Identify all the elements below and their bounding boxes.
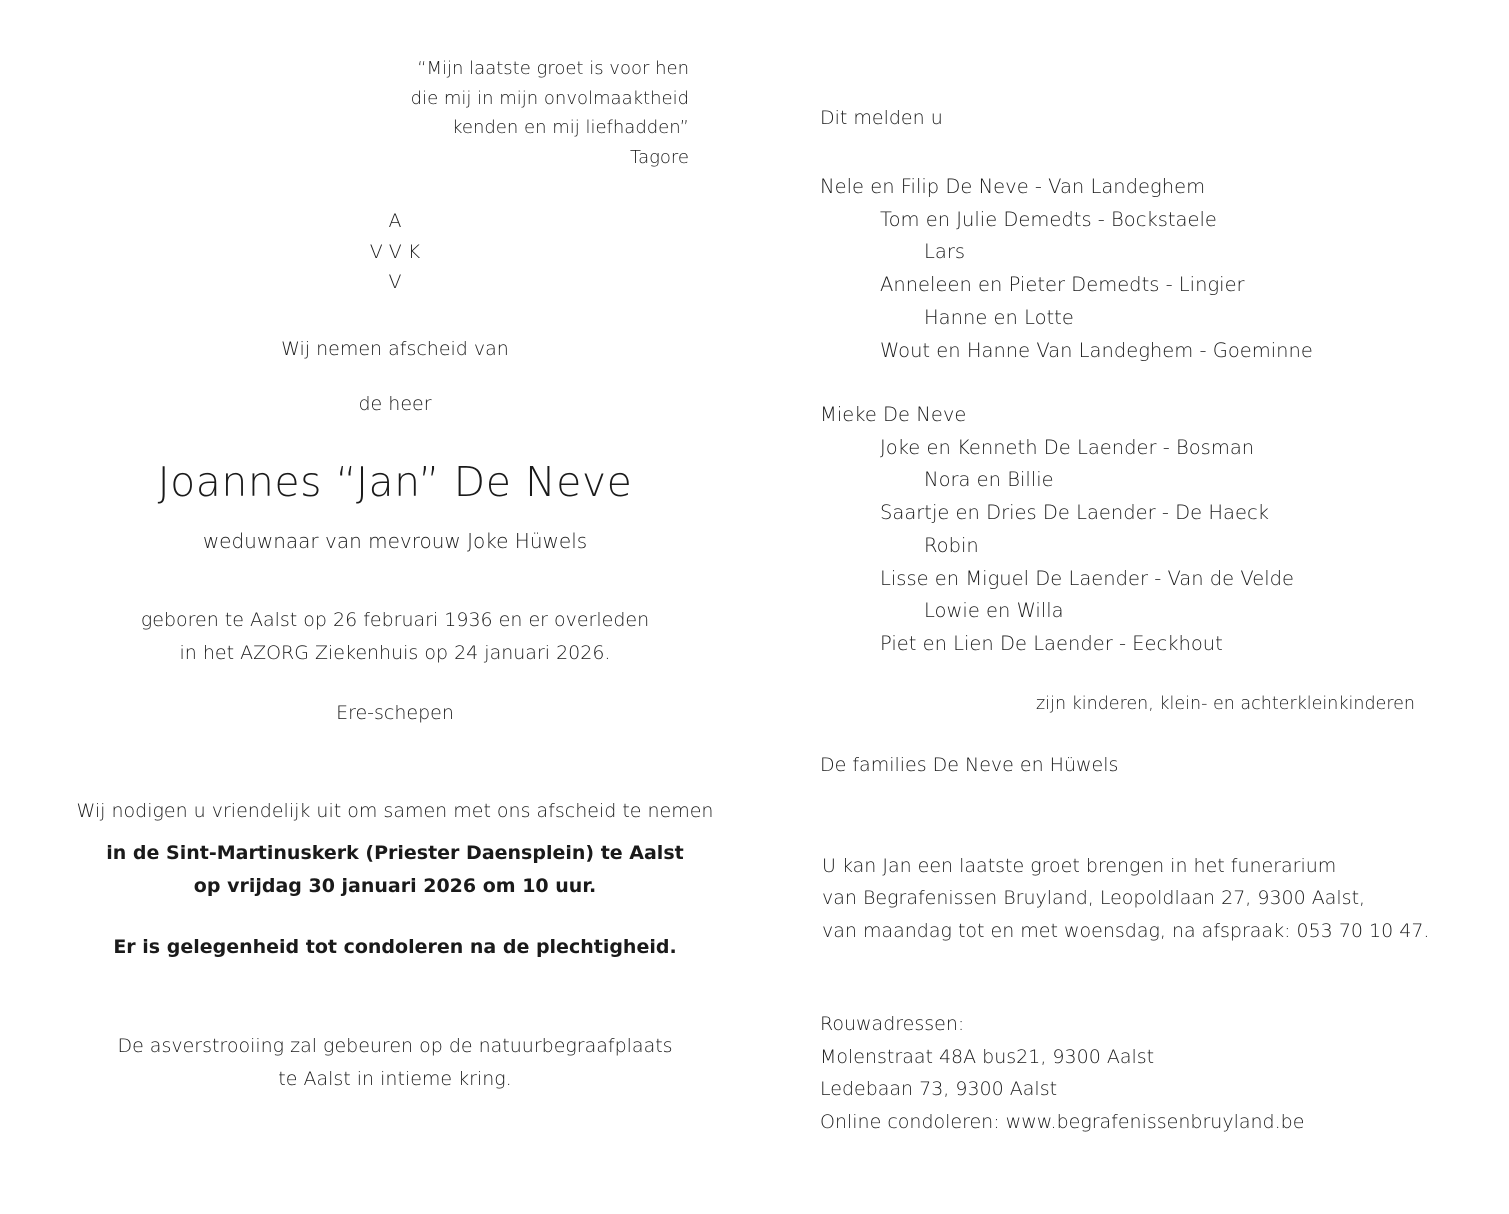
visit-block — [822, 850, 1429, 947]
visit-line: van maandag tot en met woensdag, na afspraak: 053 70 10 47. — [822, 919, 1430, 942]
family-block-1 — [820, 171, 1313, 367]
family-member: Robin — [924, 533, 979, 557]
family-member: Tom en Julie Demedts - Bockstaele — [880, 207, 1217, 231]
ceremony-block — [45, 837, 745, 903]
deceased-name: Joannes “Jan” De Neve — [157, 458, 633, 506]
scattering-line: te Aalst in intieme kring. — [278, 1068, 512, 1090]
death-line: in het AZORG Ziekenhuis op 24 januari 2026. — [179, 641, 611, 664]
online-condolence: Online condoleren: www.begrafenissenbruyland.be — [820, 1110, 1305, 1133]
visit-line: van Begrafenissen Bruyland, Leopoldlaan 27, 9300 Aalst, — [822, 887, 1366, 910]
address-line: Molenstraat 48A bus21, 9300 Aalst — [820, 1045, 1155, 1068]
intro-text: Wij nemen afscheid van — [281, 338, 509, 360]
quote-author: Tagore — [630, 146, 689, 168]
visit-line: U kan Jan een laatste groet brengen in het funerarium — [822, 855, 1337, 877]
ceremony-place: in de Sint-Martinuskerk (Priester Daensplein) te Aalst — [106, 842, 684, 864]
family-member: Lisse en Miguel De Laender - Van de Velde — [880, 566, 1294, 590]
honorific: Ere-schepen — [336, 702, 454, 724]
family-member: Nora en Billie — [924, 468, 1054, 492]
monogram-line: V V K — [369, 240, 421, 263]
addresses-title: Rouwadressen: — [820, 1013, 965, 1035]
family-member: Joke en Kenneth De Laender - Bosman — [880, 435, 1255, 459]
monogram — [295, 206, 495, 298]
family-head: Nele en Filip De Neve - Van Landeghem — [820, 175, 1206, 198]
family-head: Mieke De Neve — [820, 403, 967, 426]
scattering-block — [45, 1030, 745, 1096]
invitation-text: Wij nodigen u vriendelijk uit om samen met ons afscheid te nemen — [76, 800, 714, 822]
quote-line: kenden en mij liefhadden” — [452, 117, 689, 138]
monogram-line: A — [388, 210, 402, 232]
quote-block — [411, 54, 689, 172]
families-text: De families De Neve en Hüwels — [820, 754, 1119, 776]
addresses-block — [820, 1008, 1304, 1138]
family-member: Saartje en Dries De Laender - De Haeck — [880, 501, 1269, 525]
announce-text: Dit melden u — [820, 107, 943, 129]
family-member: Wout en Hanne Van Landeghem - Goeminne — [880, 338, 1313, 362]
quote-line: “Mijn laatste groet is voor hen — [417, 58, 689, 79]
relation-text: zijn kinderen, klein- en achterkleinkinderen — [1036, 694, 1415, 714]
family-block-2 — [820, 399, 1294, 661]
quote-line: die mij in mijn onvolmaaktheid — [410, 87, 689, 109]
condolence-note: Er is gelegenheid tot condoleren na de plechtigheid. — [113, 936, 677, 958]
family-member: Piet en Lien De Laender - Eeckhout — [880, 631, 1223, 655]
spouse-line: weduwnaar van mevrouw Joke Hüwels — [202, 529, 588, 553]
monogram-line: V — [388, 271, 402, 293]
family-member: Hanne en Lotte — [924, 305, 1074, 329]
address-line: Ledebaan 73, 9300 Aalst — [820, 1078, 1058, 1100]
family-member: Lowie en Willa — [924, 599, 1064, 623]
family-member: Lars — [924, 240, 965, 264]
birth-death-block — [45, 604, 745, 669]
scattering-line: De asverstrooiing zal gebeuren op de natuurbegraafplaats — [117, 1035, 673, 1057]
family-member: Anneleen en Pieter Demedts - Lingier — [880, 273, 1245, 297]
ceremony-time: op vrijdag 30 januari 2026 om 10 uur. — [193, 875, 597, 897]
birth-line: geboren te Aalst op 26 februari 1936 en er overleden — [140, 609, 650, 631]
title-text: de heer — [358, 393, 432, 415]
